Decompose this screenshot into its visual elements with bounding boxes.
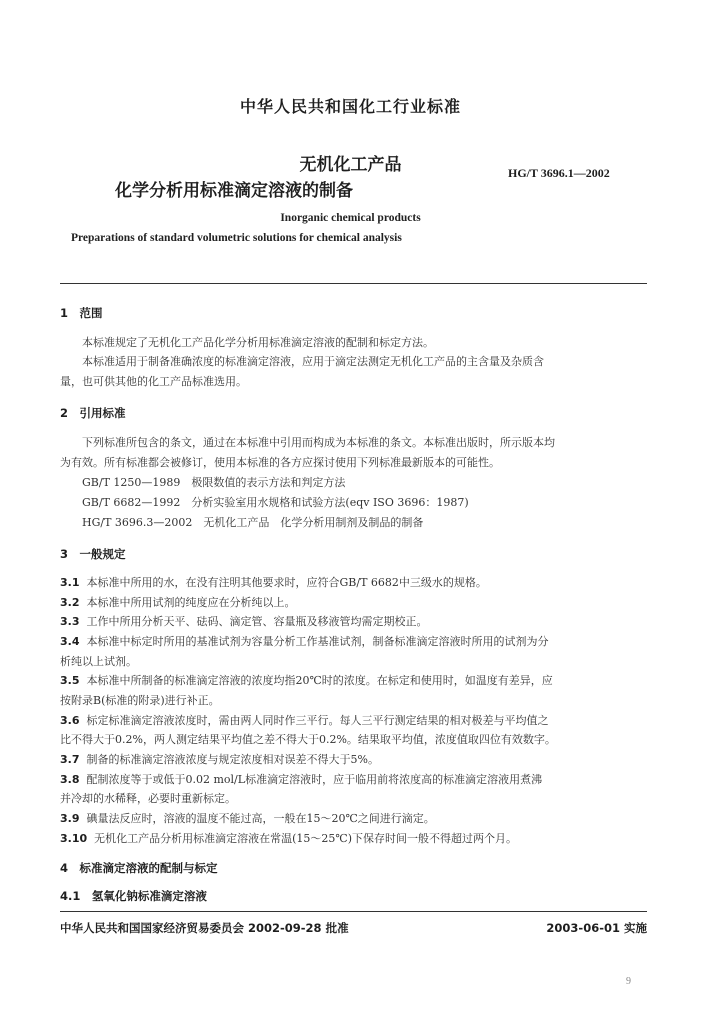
section-1-paragraph-2: 本标准适用于制备准确浓度的标准滴定溶液，应用于滴定法测定无机化工产品的主含量及杂质含 — [82, 355, 544, 368]
clause-number: 3.5 — [60, 674, 80, 687]
document-title-line1: 无机化工产品 — [299, 155, 402, 175]
document-title-line2: 化学分析用标准滴定溶液的制备 — [115, 181, 353, 201]
clause-text: 本标准中所用试剂的纯度应在分析纯以上。 — [86, 596, 296, 609]
reference-item: GB/T 1250—1989 极限数值的表示方法和判定方法 — [82, 476, 346, 489]
clause-text: 碘量法反应时，溶液的温度不能过高，一般在15～20℃之间进行滴定。 — [86, 812, 435, 825]
clause-text: 配制浓度等于或低于0.02 mol/L标准滴定溶液时，应于临用前将浓度高的标准滴定溶液用煮沸 — [86, 773, 543, 786]
reference-item: HG/T 3696.3—2002 无机化工产品 化学分析用制剂及制品的制备 — [82, 516, 424, 529]
clause-3-1 — [60, 574, 487, 590]
clause-text: 本标准中所用的水，在没有注明其他要求时，应符合GB/T 6682中三级水的规格。 — [86, 576, 487, 589]
clause-3-8 — [60, 771, 542, 787]
issuing-authority-title: 中华人民共和国化工行业标准 — [239, 97, 461, 116]
clause-3-10 — [60, 830, 517, 846]
page-number: 9 — [626, 976, 631, 987]
section-1-paragraph-2-cont: 量，也可供其他的化工产品标准选用。 — [60, 375, 247, 388]
clause-3-9 — [60, 810, 435, 826]
clause-text: 工作中所用分析天平、砝码、滴定管、容量瓶及移液管均需定期校正。 — [86, 615, 428, 628]
section-4-heading: 4 标准滴定溶液的配制与标定 — [60, 861, 218, 875]
clause-text: 标定标准滴定溶液浓度时，需由两人同时作三平行。每人三平行测定结果的相对极差与平均值之 — [86, 714, 549, 727]
section-2-paragraph-cont: 为有效。所有标准都会被修订，使用本标准的各方应探讨使用下列标准最新版本的可能性。 — [60, 456, 500, 469]
clause-text: 无机化工产品分析用标准滴定溶液在常温(15～25℃)下保存时间一般不得超过两个月。 — [94, 832, 518, 845]
section-1-paragraph-1: 本标准规定了无机化工产品化学分析用标准滴定溶液的配制和标定方法。 — [82, 336, 434, 349]
clause-number: 3.6 — [60, 714, 80, 727]
clause-number: 3.1 — [60, 576, 80, 589]
section-1-heading: 1 范围 — [60, 306, 103, 320]
clause-3-5-cont: 按附录B(标准的附录)进行补正。 — [60, 694, 220, 707]
clause-text: 制备的标准滴定溶液浓度与规定浓度相对误差不得大于5%。 — [86, 753, 379, 766]
clause-number: 3.3 — [60, 615, 80, 628]
reference-item: GB/T 6682—1992 分析实验室用水规格和试验方法(eqv ISO 3696：1987) — [82, 496, 469, 509]
clause-3-2 — [60, 594, 296, 610]
section-2-heading: 2 引用标准 — [60, 406, 126, 420]
section-2-paragraph: 下列标准所包含的条文，通过在本标准中引用而构成为本标准的条文。本标准出版时，所示版本均 — [82, 436, 555, 449]
clause-text: 本标准中标定时所用的基准试剂为容量分析工作基准试剂，制备标准滴定溶液时所用的试剂为分 — [86, 635, 549, 648]
english-title-line1: Inorganic chemical products — [280, 212, 421, 224]
clause-3-7 — [60, 751, 379, 767]
footer-divider — [60, 911, 647, 912]
clause-number: 3.4 — [60, 635, 80, 648]
clause-number: 3.10 — [60, 832, 88, 845]
clause-3-6 — [60, 712, 549, 728]
clause-number: 3.8 — [60, 773, 80, 786]
clause-3-8-cont: 并冷却的水稀释，必要时重新标定。 — [60, 792, 236, 805]
clause-number: 3.9 — [60, 812, 80, 825]
implementation-date: 2003-06-01 实施 — [546, 921, 647, 935]
section-4-1-heading: 4.1 氢氧化钠标准滴定溶液 — [60, 889, 207, 903]
approval-statement: 中华人民共和国国家经济贸易委员会 2002-09-28 批准 — [60, 921, 349, 935]
clause-3-3 — [60, 613, 428, 629]
clause-text: 本标准中所制备的标准滴定溶液的浓度均指20℃时的浓度。在标定和使用时，如温度有差异，应 — [86, 674, 553, 687]
clause-number: 3.7 — [60, 753, 80, 766]
header-divider — [60, 283, 647, 284]
clause-3-4 — [60, 633, 549, 649]
standard-code: HG/T 3696.1—2002 — [508, 166, 610, 180]
clause-3-4-cont: 析纯以上试剂。 — [60, 655, 137, 668]
section-3-heading: 3 一般规定 — [60, 547, 126, 561]
clause-3-6-cont: 比不得大于0.2%，两人测定结果平均值之差不得大于0.2%。结果取平均值，浓度值取四位有效数字。 — [60, 733, 556, 746]
clause-3-5 — [60, 672, 553, 688]
clause-number: 3.2 — [60, 596, 80, 609]
english-title-line2: Preparations of standard volumetric solutions for chemical analysis — [71, 232, 402, 244]
